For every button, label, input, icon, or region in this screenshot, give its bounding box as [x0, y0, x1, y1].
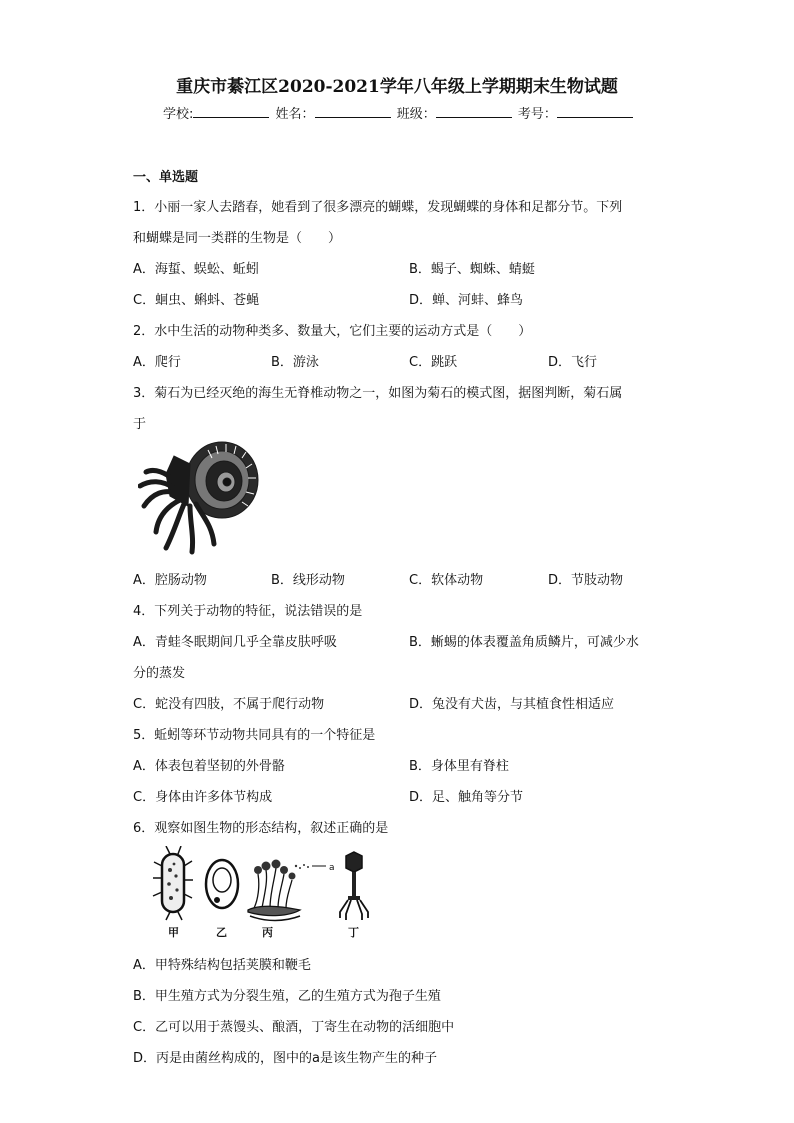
q5-option-d[interactable]: D．足、触角等分节 — [409, 790, 524, 805]
page-title: 重庆市綦江区2020-2021学年八年级上学期期末生物试题 — [176, 77, 618, 97]
q4-option-b-line1[interactable]: B．蜥蜴的体表覆盖角质鳞片，可减少水 — [409, 635, 639, 650]
q4-option-c[interactable]: C．蛇没有四肢，不属于爬行动物 — [133, 697, 325, 712]
name-blank[interactable] — [315, 105, 391, 118]
label-yi: 乙 — [216, 926, 227, 939]
q3-option-d[interactable]: D．节肢动物 — [548, 573, 624, 588]
microorganisms-figure — [150, 846, 380, 942]
school-blank[interactable] — [193, 105, 269, 118]
label-ding: 丁 — [348, 926, 359, 939]
q6-stem: 6．观察如图生物的形态结构，叙述正确的是 — [133, 821, 389, 836]
q2-option-a[interactable]: A．爬行 — [133, 355, 181, 370]
q1-option-b[interactable]: B．蝎子、蜘蛛、蜻蜓 — [409, 262, 535, 277]
q3-option-c[interactable]: C．软体动物 — [409, 573, 484, 588]
bacterium-jia — [153, 846, 193, 920]
q2-option-b[interactable]: B．游泳 — [271, 355, 319, 370]
q3-option-a[interactable]: A．腔肠动物 — [133, 573, 207, 588]
q2-stem: 2．水中生活的动物种类多、数量大，它们主要的运动方式是（ ） — [133, 324, 532, 339]
label-jia: 甲 — [168, 926, 179, 939]
section-heading: 一、单选题 — [133, 170, 199, 185]
q6-option-c[interactable]: C．乙可以用于蒸馒头、酿酒，丁寄生在动物的活细胞中 — [133, 1020, 455, 1035]
q1-option-d[interactable]: D．蝉、河蚌、蜂鸟 — [409, 293, 524, 308]
exam-no-blank[interactable] — [557, 105, 633, 118]
q5-stem: 5．蚯蚓等环节动物共同具有的一个特征是 — [133, 728, 376, 743]
name-label: 姓名： — [275, 107, 315, 122]
q2-option-d[interactable]: D．飞行 — [548, 355, 598, 370]
q3-option-b[interactable]: B．线形动物 — [271, 573, 345, 588]
q5-option-c[interactable]: C．身体由许多体节构成 — [133, 790, 273, 805]
q1-option-c[interactable]: C．蛔虫、蝌蚪、苍蝇 — [133, 293, 260, 308]
ammonite-illustration — [138, 436, 262, 556]
q1-stem-line2: 和蝴蝶是同一类群的生物是（ ） — [133, 231, 342, 246]
q1-stem-line1: 1．小丽一家人去踏春，她看到了很多漂亮的蝴蝶，发现蝴蝶的身体和足都分节。下列 — [133, 200, 623, 215]
mold-a-label: a — [329, 863, 335, 873]
q4-option-a[interactable]: A．青蛙冬眠期间几乎全靠皮肤呼吸 — [133, 635, 337, 650]
q5-option-a[interactable]: A．体表包着坚韧的外骨骼 — [133, 759, 285, 774]
school-label: 学校: — [163, 107, 194, 122]
q4-stem: 4．下列关于动物的特征，说法错误的是 — [133, 604, 363, 619]
mold-bing — [248, 860, 326, 921]
q5-option-b[interactable]: B．身体里有脊柱 — [409, 759, 509, 774]
student-info-line — [163, 103, 635, 122]
q4-option-b-line2: 分的蒸发 — [133, 666, 186, 681]
class-blank[interactable] — [436, 105, 512, 118]
q6-option-d[interactable]: D．丙是由菌丝构成的，图中的a是该生物产生的种子 — [133, 1051, 437, 1066]
label-bing: 丙 — [262, 926, 273, 939]
q6-option-a[interactable]: A．甲特殊结构包括荚膜和鞭毛 — [133, 958, 311, 973]
q1-option-a[interactable]: A．海蜇、蜈蚣、蚯蚓 — [133, 262, 259, 277]
q2-option-c[interactable]: C．跳跃 — [409, 355, 458, 370]
yeast-yi — [206, 860, 238, 908]
q3-stem-line1: 3．菊石为已经灭绝的海生无脊椎动物之一，如图为菊石的模式图，据图判断，菊石属 — [133, 386, 623, 401]
class-label: 班级： — [396, 107, 436, 122]
q3-stem-line2: 于 — [133, 417, 147, 432]
q6-option-b[interactable]: B．甲生殖方式为分裂生殖，乙的生殖方式为孢子生殖 — [133, 989, 441, 1004]
q4-option-d[interactable]: D．兔没有犬齿，与其植食性相适应 — [409, 697, 615, 712]
exam-no-label: 考号： — [517, 107, 557, 122]
phage-ding — [340, 852, 368, 920]
